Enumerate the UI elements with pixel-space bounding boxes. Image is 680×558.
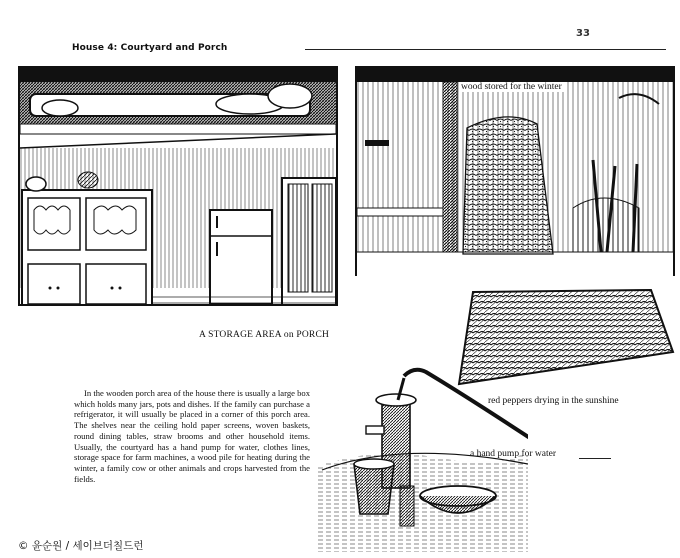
hand-pump-leader-line xyxy=(579,458,611,459)
hand-pump-drawing xyxy=(318,366,528,552)
storage-area-drawing xyxy=(20,68,336,304)
page-title: House 4: Courtyard and Porch xyxy=(72,43,228,53)
wood-stored-caption: wood stored for the winter xyxy=(461,82,562,92)
header-rule xyxy=(305,49,666,50)
red-peppers-caption: red peppers drying in the sunshine xyxy=(488,396,619,406)
courtyard-drawing xyxy=(357,68,673,276)
body-paragraph: In the wooden porch area of the house there is usually a large box which holds many jars, pots and dishes. If the family can purchase a refrigerator, it will usually be placed in a corner of this porch area. The shelves near the ceiling hold paper screens, woven baskets, round dining tables, straw brooms and other household items. Usually, the courtyard has a hand pump for water, clothes lines, storage space for farm machines, a wood pile for heating during the winter, a family cow or other animals and crops harvested from the fields. xyxy=(74,388,310,484)
storage-area-caption: A STORAGE AREA on PORCH xyxy=(199,330,330,340)
courtyard-illustration xyxy=(355,66,675,276)
page-number: 33 xyxy=(576,28,590,39)
copyright-notice: © 윤순원 / 세이브더칠드런 xyxy=(18,540,144,552)
storage-area-illustration xyxy=(18,66,338,306)
hand-pump-caption: a hand pump for water xyxy=(470,449,556,459)
